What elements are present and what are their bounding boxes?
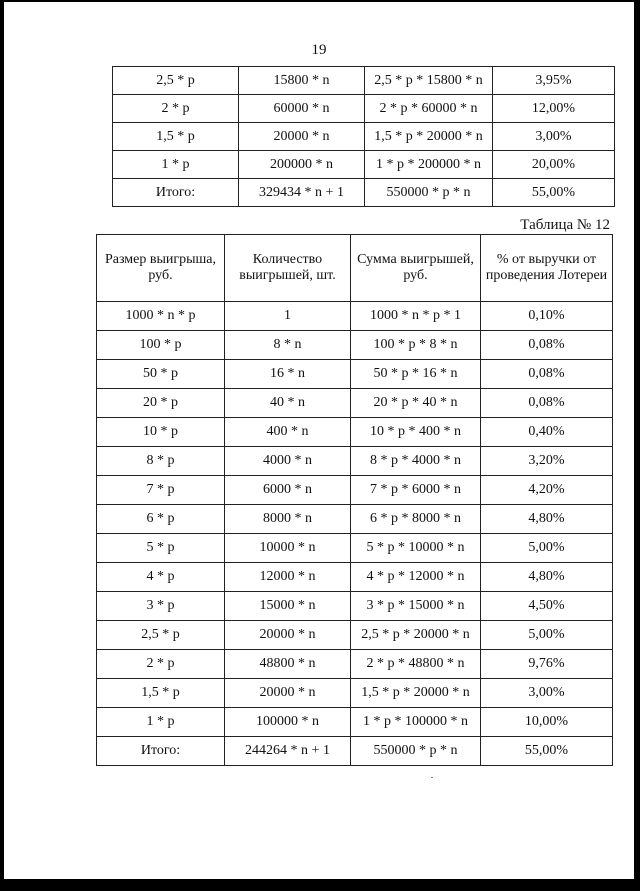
cell-revenue-percent: 0,08% [481,360,613,389]
cell-prize-amount: 10 * p [97,418,225,447]
cell-prize-sum: 1,5 * p * 20000 * n [351,679,481,708]
table-row [97,679,613,708]
cell-revenue-percent: 0,08% [481,389,613,418]
cell-revenue-percent: 3,00% [493,123,615,151]
cell-prize-sum: 550000 * p * n [365,179,493,207]
cell-prize-count: 20000 * n [225,679,351,708]
cell-revenue-percent: 20,00% [493,151,615,179]
cell-revenue-percent: 0,40% [481,418,613,447]
prize-table-continuation [112,66,615,207]
table-row [113,123,615,151]
cell-prize-count: 15800 * n [239,67,365,95]
cell-revenue-percent: 3,95% [493,67,615,95]
scan-speck [431,777,433,778]
cell-revenue-percent: 4,80% [481,505,613,534]
cell-prize-count: 329434 * n + 1 [239,179,365,207]
cell-prize-sum: 4 * p * 12000 * n [351,563,481,592]
table-row [97,737,613,766]
cell-revenue-percent: 55,00% [493,179,615,207]
cell-revenue-percent: 0,08% [481,331,613,360]
cell-prize-sum: 7 * p * 6000 * n [351,476,481,505]
table-row [97,389,613,418]
cell-prize-count: 12000 * n [225,563,351,592]
table-row [97,563,613,592]
cell-prize-sum: 3 * p * 15000 * n [351,592,481,621]
cell-prize-count: 20000 * n [239,123,365,151]
cell-prize-amount: 7 * p [97,476,225,505]
cell-prize-sum: 2,5 * p * 20000 * n [351,621,481,650]
cell-prize-sum: 10 * p * 400 * n [351,418,481,447]
cell-prize-amount: 1,5 * p [97,679,225,708]
cell-prize-amount: 5 * p [97,534,225,563]
cell-prize-amount: 8 * p [97,447,225,476]
cell-prize-amount: 2 * p [113,95,239,123]
table-header-row [97,235,613,302]
cell-revenue-percent: 4,80% [481,563,613,592]
header-prize-count: Количество выигрышей, шт. [225,235,351,302]
cell-prize-amount: 20 * p [97,389,225,418]
cell-prize-sum: 2 * p * 48800 * n [351,650,481,679]
cell-prize-sum: 100 * p * 8 * n [351,331,481,360]
header-prize-sum: Сумма выигрышей, руб. [351,235,481,302]
cell-prize-count: 6000 * n [225,476,351,505]
cell-revenue-percent: 55,00% [481,737,613,766]
cell-prize-amount: 1,5 * p [113,123,239,151]
cell-prize-amount: 2,5 * p [113,67,239,95]
cell-prize-count: 48800 * n [225,650,351,679]
table-row [97,418,613,447]
cell-revenue-percent: 4,20% [481,476,613,505]
table-row [97,708,613,737]
cell-prize-count: 1 [225,302,351,331]
cell-prize-sum: 8 * p * 4000 * n [351,447,481,476]
cell-prize-sum: 6 * p * 8000 * n [351,505,481,534]
table-body [97,302,613,766]
table-row [97,331,613,360]
cell-prize-sum: 2,5 * p * 15800 * n [365,67,493,95]
header-prize-amount: Размер выигрыша, руб. [97,235,225,302]
table-row [97,621,613,650]
cell-prize-amount: 2 * p [97,650,225,679]
document-page [4,2,634,879]
table-row [97,302,613,331]
cell-revenue-percent: 5,00% [481,534,613,563]
table-row [97,592,613,621]
cell-revenue-percent: 9,76% [481,650,613,679]
cell-prize-amount: 3 * p [97,592,225,621]
cell-prize-sum: 20 * p * 40 * n [351,389,481,418]
cell-prize-sum: 1000 * n * p * 1 [351,302,481,331]
cell-revenue-percent: 0,10% [481,302,613,331]
cell-prize-amount: 2,5 * p [97,621,225,650]
table-row [97,534,613,563]
cell-prize-count: 100000 * n [225,708,351,737]
cell-prize-count: 400 * n [225,418,351,447]
cell-prize-count: 200000 * n [239,151,365,179]
cell-prize-count: 10000 * n [225,534,351,563]
page-number: 19 [311,42,327,58]
table-row [113,179,615,207]
cell-prize-amount: 4 * p [97,563,225,592]
cell-prize-count: 20000 * n [225,621,351,650]
header-revenue-percent: % от выручки от проведения Лотереи [481,235,613,302]
cell-prize-count: 8000 * n [225,505,351,534]
cell-prize-sum: 2 * p * 60000 * n [365,95,493,123]
prize-table-12 [96,234,613,766]
table-row [97,447,613,476]
cell-prize-count: 16 * n [225,360,351,389]
table-row [97,360,613,389]
table-row [113,67,615,95]
table-row [97,476,613,505]
table-row [113,95,615,123]
cell-prize-amount: 1 * p [97,708,225,737]
table-row [113,151,615,179]
cell-prize-count: 8 * n [225,331,351,360]
cell-prize-sum: 50 * p * 16 * n [351,360,481,389]
cell-prize-amount: 1000 * n * p [97,302,225,331]
table-row [97,505,613,534]
cell-prize-sum: 5 * p * 10000 * n [351,534,481,563]
table-body [113,67,615,207]
cell-prize-sum: 550000 * p * n [351,737,481,766]
cell-revenue-percent: 3,20% [481,447,613,476]
cell-prize-sum: 1 * p * 100000 * n [351,708,481,737]
cell-prize-count: 40 * n [225,389,351,418]
cell-prize-sum: 1,5 * p * 20000 * n [365,123,493,151]
cell-prize-amount: 100 * p [97,331,225,360]
cell-revenue-percent: 4,50% [481,592,613,621]
cell-prize-count: 4000 * n [225,447,351,476]
cell-prize-count: 60000 * n [239,95,365,123]
cell-prize-amount: Итого: [97,737,225,766]
cell-revenue-percent: 5,00% [481,621,613,650]
cell-prize-amount: 1 * p [113,151,239,179]
cell-revenue-percent: 12,00% [493,95,615,123]
cell-prize-sum: 1 * p * 200000 * n [365,151,493,179]
cell-prize-count: 244264 * n + 1 [225,737,351,766]
cell-prize-amount: Итого: [113,179,239,207]
table-caption: Таблица № 12 [520,217,610,233]
cell-prize-amount: 6 * p [97,505,225,534]
cell-revenue-percent: 10,00% [481,708,613,737]
cell-revenue-percent: 3,00% [481,679,613,708]
cell-prize-amount: 50 * p [97,360,225,389]
cell-prize-count: 15000 * n [225,592,351,621]
table-row [97,650,613,679]
